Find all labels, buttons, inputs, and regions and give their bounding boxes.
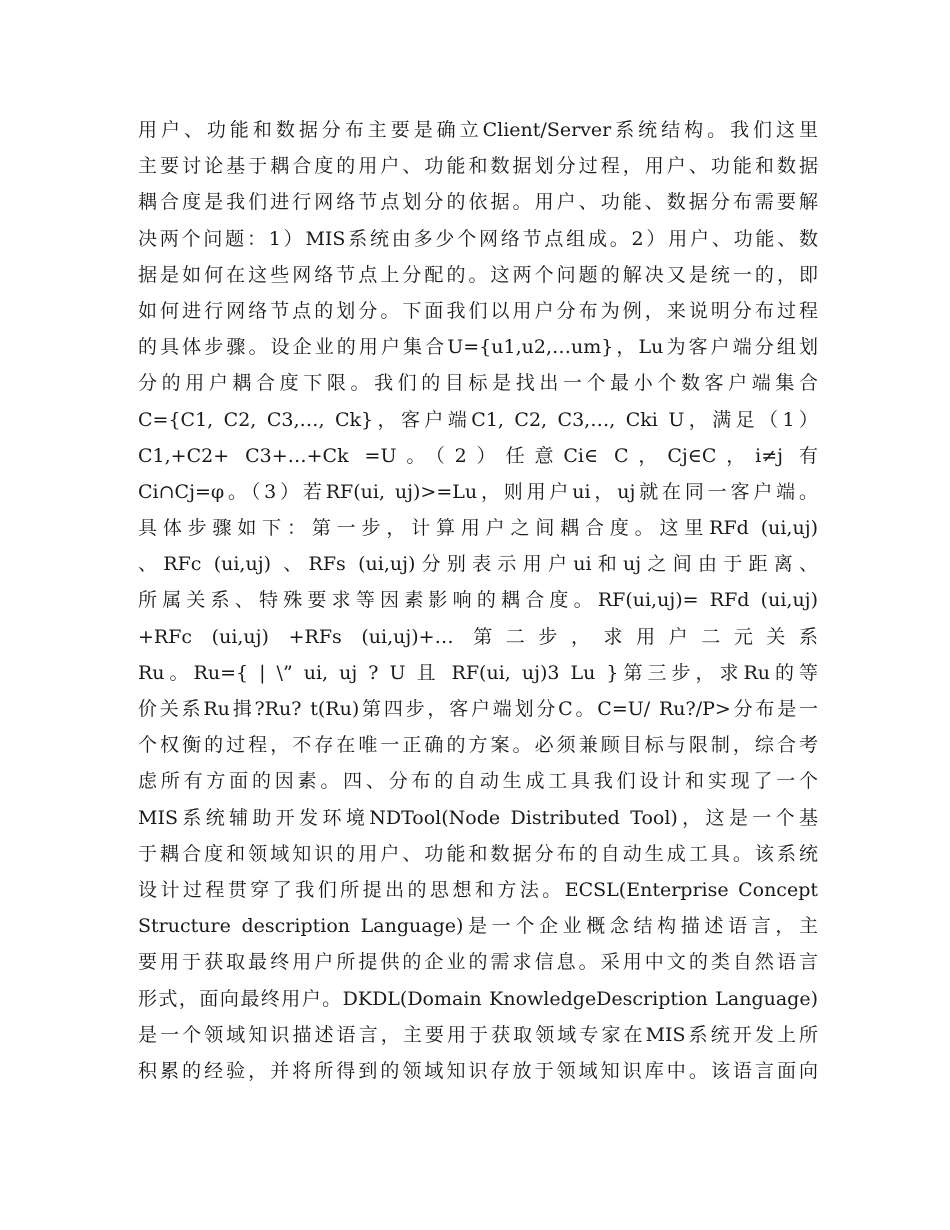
text-line: 主要讨论基于耦合度的用户、功能和数据划分过程，用户、功能和数据 xyxy=(138,155,818,178)
text-line: 要用于获取最终用户所提供的企业的需求信息。采用中文的类自然语言 xyxy=(138,951,818,974)
text-line: 分的用户耦合度下限。我们的目标是找出一个最小个数客户端集合 xyxy=(138,372,818,395)
text-line: C1,+C2+ C3+…+Ck =U。（2）任意Ci∈ C，Cj∈C，i≠j 有 xyxy=(138,444,818,467)
text-line: 价关系Ru揖?Ru? t(Ru)第四步，客户端划分C。C=U/ Ru?/P>分布是一 xyxy=(138,698,818,720)
body-text xyxy=(138,112,818,1089)
text-line: Ru。Ru={ | \” ui, uj ? U 且 RF(ui, uj)3 Lu }第三步，求Ru的等 xyxy=(138,661,818,684)
text-line: 虑所有方面的因素。四、分布的自动生成工具我们设计和实现了一个 xyxy=(138,770,818,793)
text-line: 积累的经验，并将所得到的领域知识存放于领域知识库中。该语言面向 xyxy=(138,1059,818,1082)
text-line: 于耦合度和领域知识的用户、功能和数据分布的自动生成工具。该系统 xyxy=(138,842,818,865)
text-line: 决两个问题：1）MIS系统由多少个网络节点组成。2）用户、功能、数 xyxy=(138,227,818,250)
text-line: 、RFc (ui,uj) 、RFs (ui,uj)分别表示用户ui和uj之间由于距离、 xyxy=(138,553,818,576)
text-line: 所属关系、特殊要求等因素影响的耦合度。RF(ui,uj)= RFd (ui,uj) xyxy=(138,589,818,612)
text-line: 具体步骤如下：第一步，计算用户之间耦合度。这里RFd (ui,uj) xyxy=(138,517,818,540)
text-line: 如何进行网络节点的划分。下面我们以用户分布为例，来说明分布过程 xyxy=(138,299,818,322)
text-line: 设计过程贯穿了我们所提出的思想和方法。ECSL(Enterprise Concept xyxy=(138,878,818,901)
text-line: MIS系统辅助开发环境NDTool(Node Distributed Tool)，这是一个基 xyxy=(138,806,818,829)
text-line: 耦合度是我们进行网络节点划分的依据。用户、功能、数据分布需要解 xyxy=(138,191,818,214)
text-line: +RFc (ui,uj) +RFs (ui,uj)+… 第二步，求用户二元关系 xyxy=(138,625,818,648)
text-line: 形式，面向最终用户。DKDL(Domain KnowledgeDescription Language) xyxy=(138,987,818,1010)
text-line: C={C1, C2, C3,…, Ck}，客户端C1, C2, C3,…, Cki U，满足（1） xyxy=(138,408,818,431)
text-line: 的具体步骤。设企业的用户集合U={u1,u2,…um}，Lu为客户端分组划 xyxy=(138,336,818,359)
text-line: 据是如何在这些网络节点上分配的。这两个问题的解决又是统一的，即 xyxy=(138,263,818,286)
text-line: 是一个领域知识描述语言，主要用于获取领域专家在MIS系统开发上所 xyxy=(138,1023,818,1046)
text-line: 用户、功能和数据分布主要是确立Client/Server系统结构。我们这里 xyxy=(138,119,818,141)
text-line: Ci∩Cj=φ。（3）若RF(ui, uj)>=Lu，则用户ui，uj就在同一客户端。 xyxy=(138,480,818,503)
text-line: 个权衡的过程，不存在唯一正确的方案。必须兼顾目标与限制，综合考 xyxy=(138,734,818,757)
text-line: Structure description Language)是一个企业概念结构描述语言，主 xyxy=(138,915,818,938)
